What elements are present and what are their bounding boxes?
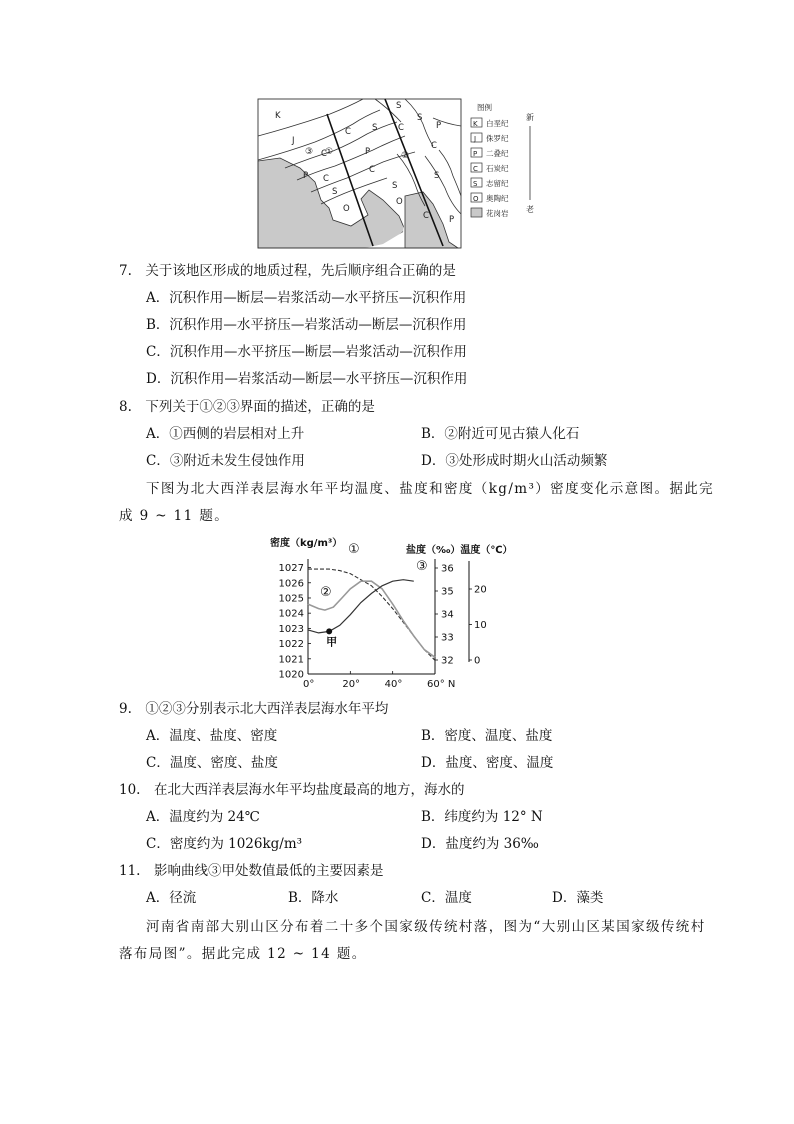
svg-text:P: P [303, 171, 309, 181]
svg-text:O: O [396, 197, 403, 207]
svg-text:K: K [275, 111, 281, 121]
density-tick-label: 1027 [278, 563, 304, 575]
temperature-tick-label: 0 [474, 655, 481, 667]
svg-text:P: P [365, 147, 371, 157]
density-tick-label: 1025 [278, 593, 304, 605]
svg-text:J: J [474, 135, 477, 143]
svg-text:C: C [423, 211, 429, 221]
density-tick-label: 1023 [278, 623, 304, 635]
q11-option-c: C．温度 [421, 890, 472, 906]
q9-stem: 9. ①②③分别表示北大西洋表层海水年平均 [119, 701, 389, 717]
svg-text:P: P [449, 215, 455, 225]
svg-text:志留纪: 志留纪 [486, 179, 509, 188]
svg-text:白垩纪: 白垩纪 [486, 119, 509, 128]
ocean-chart [268, 532, 528, 690]
arrow-new-label: 新 [526, 113, 534, 122]
q9-option-c: C．温度、密度、盐度 [146, 755, 278, 771]
marker-3: ③ [305, 147, 314, 157]
svg-text:P: P [436, 121, 442, 131]
q8-option-d: D．③处形成时期火山活动频繁 [421, 453, 608, 469]
q10-stem: 10. 在北大西洋表层海水年平均盐度最高的地方，海水的 [119, 782, 465, 798]
svg-text:K: K [473, 120, 478, 128]
lat-tick-label: 60° N [427, 679, 456, 690]
legend-title: 图例 [477, 103, 492, 112]
svg-text:O: O [473, 195, 479, 203]
curve-label-1: ① [348, 542, 360, 557]
salinity-tick-label: 34 [441, 609, 454, 621]
svg-text:S: S [417, 113, 423, 123]
q10-option-c: C．密度约为 1026kg/m³ [146, 836, 303, 852]
q10-option-d: D．盐度约为 36‰ [421, 836, 539, 852]
q8-stem: 8. 下列关于①②③界面的描述，正确的是 [119, 399, 375, 415]
intro-12-14-line2: 落布局图”。据此完成 12 ~ 14 题。 [119, 946, 367, 962]
intro-12-14-line1: 河南省南部大别山区分布着二十多个国家级传统村落，图为“大别山区某国家级传统村 [146, 919, 706, 935]
q8-option-b: B．②附近可见古猿人化石 [421, 426, 580, 442]
density-tick-label: 1021 [278, 654, 304, 666]
q11-stem: 11. 影响曲线③甲处数值最低的主要因素是 [119, 863, 384, 879]
marker-2: ② [401, 151, 410, 161]
intro-9-11-line1: 下图为北大西洋表层海水年平均温度、盐度和密度（kg/m³）密度变化示意图。据此完 [146, 481, 715, 497]
svg-text:P: P [473, 150, 478, 158]
density-axis-title: 密度（kg/m³） [270, 538, 343, 549]
svg-text:花岗岩: 花岗岩 [486, 209, 509, 218]
q7-option-c: C．沉积作用—水平挤压—断层—岩浆活动—沉积作用 [146, 344, 467, 360]
svg-text:C: C [345, 127, 351, 137]
svg-text:侏罗纪: 侏罗纪 [486, 134, 509, 143]
svg-text:S: S [434, 171, 440, 181]
q8-option-a: A．①西侧的岩层相对上升 [146, 426, 305, 442]
svg-text:C: C [398, 123, 404, 133]
marker-1: ① [325, 147, 334, 157]
svg-text:奥陶纪: 奥陶纪 [486, 194, 509, 203]
lat-tick-label: 40° [384, 679, 403, 690]
lat-tick-label: 0° [303, 679, 315, 690]
salinity-tick-label: 36 [441, 563, 454, 575]
q10-option-a: A．温度约为 24℃ [146, 809, 260, 825]
q9-option-b: B．密度、温度、盐度 [421, 728, 553, 744]
density-tick-label: 1022 [278, 639, 304, 651]
q7-option-d: D．沉积作用—岩浆活动—断层—水平挤压—沉积作用 [146, 371, 468, 387]
svg-text:C: C [369, 165, 375, 175]
q11-option-d: D．藻类 [552, 890, 604, 906]
svg-text:O: O [343, 204, 350, 214]
q7-option-a: A．沉积作用—断层—岩浆活动—水平挤压—沉积作用 [146, 290, 467, 306]
salinity-tick-label: 33 [441, 632, 454, 644]
temperature-tick-label: 20 [474, 584, 487, 596]
svg-text:C: C [431, 141, 437, 151]
arrow-old-label: 老 [526, 205, 534, 214]
density-tick-label: 1020 [278, 669, 304, 681]
granite-west [258, 158, 405, 248]
svg-text:C: C [323, 174, 329, 184]
q7-option-b: B．沉积作用—水平挤压—岩浆活动—断层—沉积作用 [146, 317, 467, 333]
svg-text:S: S [392, 181, 398, 191]
svg-text:S: S [396, 101, 402, 111]
svg-text:C: C [321, 149, 327, 159]
q11-option-a: A．径流 [146, 890, 197, 906]
q11-option-b: B．降水 [288, 890, 339, 906]
point-jia-label: 甲 [326, 635, 338, 649]
q10-option-b: B．纬度约为 12° N [421, 809, 543, 825]
salinity-tick-label: 35 [441, 586, 454, 598]
density-tick-label: 1024 [278, 608, 304, 620]
q7-stem: 7. 关于该地区形成的地质过程，先后顺序组合正确的是 [119, 263, 456, 279]
svg-text:S: S [372, 123, 378, 133]
q9-option-a: A．温度、盐度、密度 [146, 728, 278, 744]
svg-text:S: S [473, 180, 478, 188]
curve-label-3: ③ [416, 559, 428, 574]
salinity-tick-label: 32 [441, 655, 454, 667]
q9-option-d: D．盐度、密度、温度 [421, 755, 554, 771]
density-tick-label: 1026 [278, 578, 304, 590]
lat-tick-label: 20° [342, 679, 361, 690]
curve-label-2: ② [320, 585, 332, 600]
svg-text:S: S [332, 187, 338, 197]
svg-text:C: C [473, 165, 478, 173]
legend-items [471, 118, 509, 218]
svg-text:J: J [292, 136, 295, 146]
q8-option-c: C．③附近未发生侵蚀作用 [146, 453, 305, 469]
temperature-tick-label: 10 [474, 620, 487, 631]
svg-text:二叠纪: 二叠纪 [486, 149, 509, 158]
intro-9-11-line2: 成 9 ~ 11 题。 [119, 508, 230, 524]
right-axis-title: 盐度（‰）温度（℃） [406, 545, 513, 556]
point-jia [326, 628, 332, 634]
svg-text:石炭纪: 石炭纪 [486, 164, 509, 173]
geology-map [255, 96, 555, 254]
